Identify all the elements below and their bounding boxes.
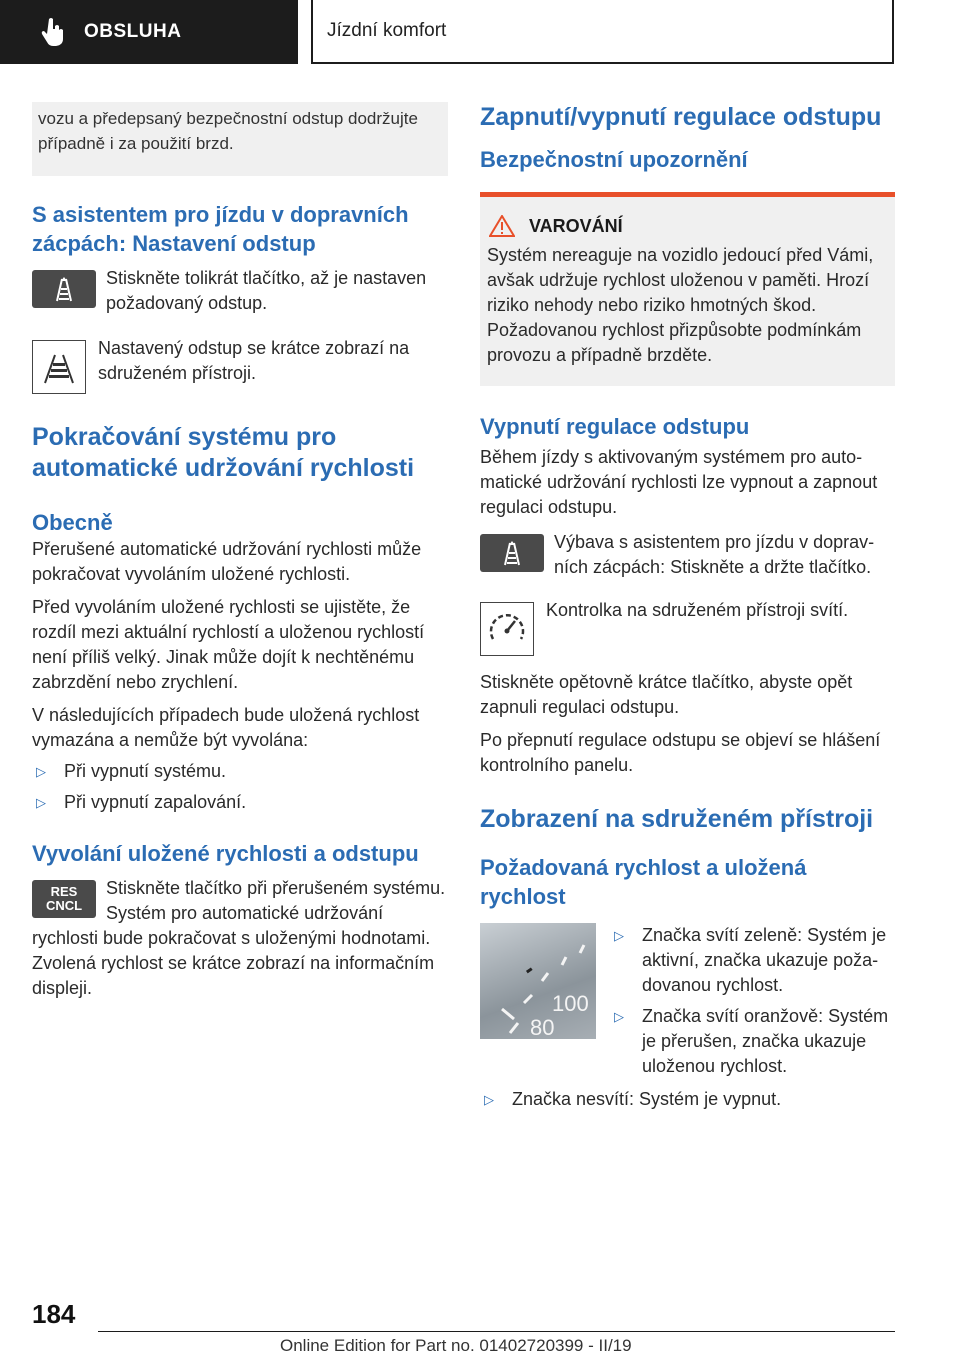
note-text: vozu a předepsaný bezpečnostní odstup dodržujte případně i za použití brzd.	[38, 109, 418, 153]
list-item: ▷ Při vypnutí zapalování.	[32, 790, 448, 815]
section-title: OBSLUHA	[84, 21, 182, 42]
heading-onoff: Zapnutí/vypnutí regulace odstupu	[480, 103, 882, 131]
distance-button-row	[32, 266, 448, 316]
warning-header	[487, 215, 887, 237]
heading-safety: Bezpečnostní upozornění	[480, 147, 748, 172]
lamp-row	[480, 598, 895, 656]
bullet-triangle-icon: ▷	[614, 1009, 624, 1024]
page-header	[0, 0, 960, 66]
warning-triangle-icon	[489, 215, 515, 237]
distance-button-text: Stiskněte tolikrát tlačítko, až je nastaven požadovaný odstup.	[106, 268, 427, 313]
left-column	[32, 102, 448, 1001]
distance-button-icon	[480, 534, 544, 572]
note-box	[32, 102, 448, 176]
paragraph-interrupted: Přerušené automatické udržování rychlosti může pokračovat vyvoláním uložené rychlosti.	[32, 539, 422, 584]
hold-button-row	[480, 530, 895, 580]
list-item: ▷ Při vypnutí systému.	[32, 759, 448, 784]
warning-title: VAROVÁNÍ	[529, 215, 623, 236]
paragraph-off: Během jízdy s aktivovaným systémem pro automatické udržování rychlosti lze vypnout a zapnout regulaci odstupu.	[480, 447, 878, 517]
chapter-tab: Jízdní komfort	[311, 0, 894, 64]
gauge-row	[480, 923, 895, 1079]
paragraph-deleted-cases: V následujících případech bude uložená rychlost vymazána a nemůže být vyvolána:	[32, 705, 420, 750]
recall-block	[32, 876, 448, 1001]
list-item: ▷ Značka nesvítí: Systém je vypnut.	[480, 1087, 895, 1112]
paragraph-check-difference: Před vyvoláním uložené rychlosti se ujistěte, že rozdíl mezi aktuální rychlostí a uloženou rychlostí není příliš velký. Jinak může dojít k nechtěnému zabrzdění nebo zrychlení.	[32, 597, 425, 692]
paragraph-press-again: Stiskněte opětovně krátce tlačítko, abyste opět zapnuli regulaci odstupu.	[480, 672, 853, 717]
list-item: ▷ Značka svítí zeleně: Systém je aktivní, značka ukazuje požadovanou rychlost.	[610, 923, 895, 998]
hold-button-text: Výbava s asistentem pro jízdu v dopravních zácpách: Stiskněte a držte tlačítko.	[554, 532, 875, 577]
page-number: 184	[32, 1299, 76, 1329]
bullet-triangle-icon: ▷	[36, 795, 46, 810]
bullet-triangle-icon: ▷	[614, 928, 624, 943]
distance-display-row	[32, 336, 448, 394]
heading-general: Obecně	[32, 510, 113, 535]
right-column	[480, 102, 895, 1112]
heading-display: Zobrazení na sdruženém přístroji	[480, 805, 874, 833]
warning-text: Systém nereaguje na vozidlo jedoucí před Vámi, avšak udržuje rychlost uloženou v paměti. Hrozí riziko nehody nebo riziko hmotných škod. Požadovanou rychlost přizpůsobte podmínkám provozu a případně brzděte.	[487, 245, 874, 365]
distance-display-text: Nastavený odstup se krátce zobrazí na sdruženém přístroji.	[98, 338, 410, 383]
footer-divider	[98, 1331, 895, 1332]
distance-indicator-icon	[32, 340, 86, 394]
heading-continue: Pokračování systému pro automatické udržování rychlosti	[32, 423, 415, 482]
edition-text: Online Edition for Part no. 01402720399 - II/19	[280, 1336, 632, 1355]
heading-distance: S asistentem pro jízdu v dopravních zácpách: Nastavení odstup	[32, 202, 409, 256]
speedometer-indicator-icon	[480, 602, 534, 656]
lamp-text: Kontrolka na sdruženém přístroji svítí.	[546, 600, 849, 620]
bullet-triangle-icon: ▷	[484, 1092, 494, 1107]
bullet-triangle-icon: ▷	[36, 764, 46, 779]
list-item: ▷ Značka svítí oranžově: Systém je přerušen, značka ukazuje uloženou rychlost.	[610, 1004, 895, 1079]
heading-off: Vypnutí regulace odstupu	[480, 414, 750, 439]
section-tab	[0, 0, 298, 64]
res-cncl-button-icon: RES CNCL	[32, 880, 96, 918]
paragraph-after-switch: Po přepnutí regulace odstupu se objeví se hlášení kontrolního panelu.	[480, 730, 881, 775]
warning-box	[480, 192, 895, 386]
svg-text:80: 80	[530, 1015, 555, 1039]
speedometer-gauge-image	[480, 923, 596, 1039]
svg-text:100: 100	[552, 991, 589, 1016]
heading-speed: Požadovaná rychlost a uložená rychlost	[480, 855, 807, 909]
recall-text: Stiskněte tlačítko při přerušeném systému. Systém pro automatické udržování rychlosti bude pokračovat s uloženými hodnotami. Zvolená rychlost se krátce zobrazí na informačním displeji.	[32, 878, 446, 998]
touch-hand-icon	[40, 17, 66, 47]
heading-recall: Vyvolání uložené rychlosti a odstupu	[32, 841, 419, 866]
distance-button-icon	[32, 270, 96, 308]
